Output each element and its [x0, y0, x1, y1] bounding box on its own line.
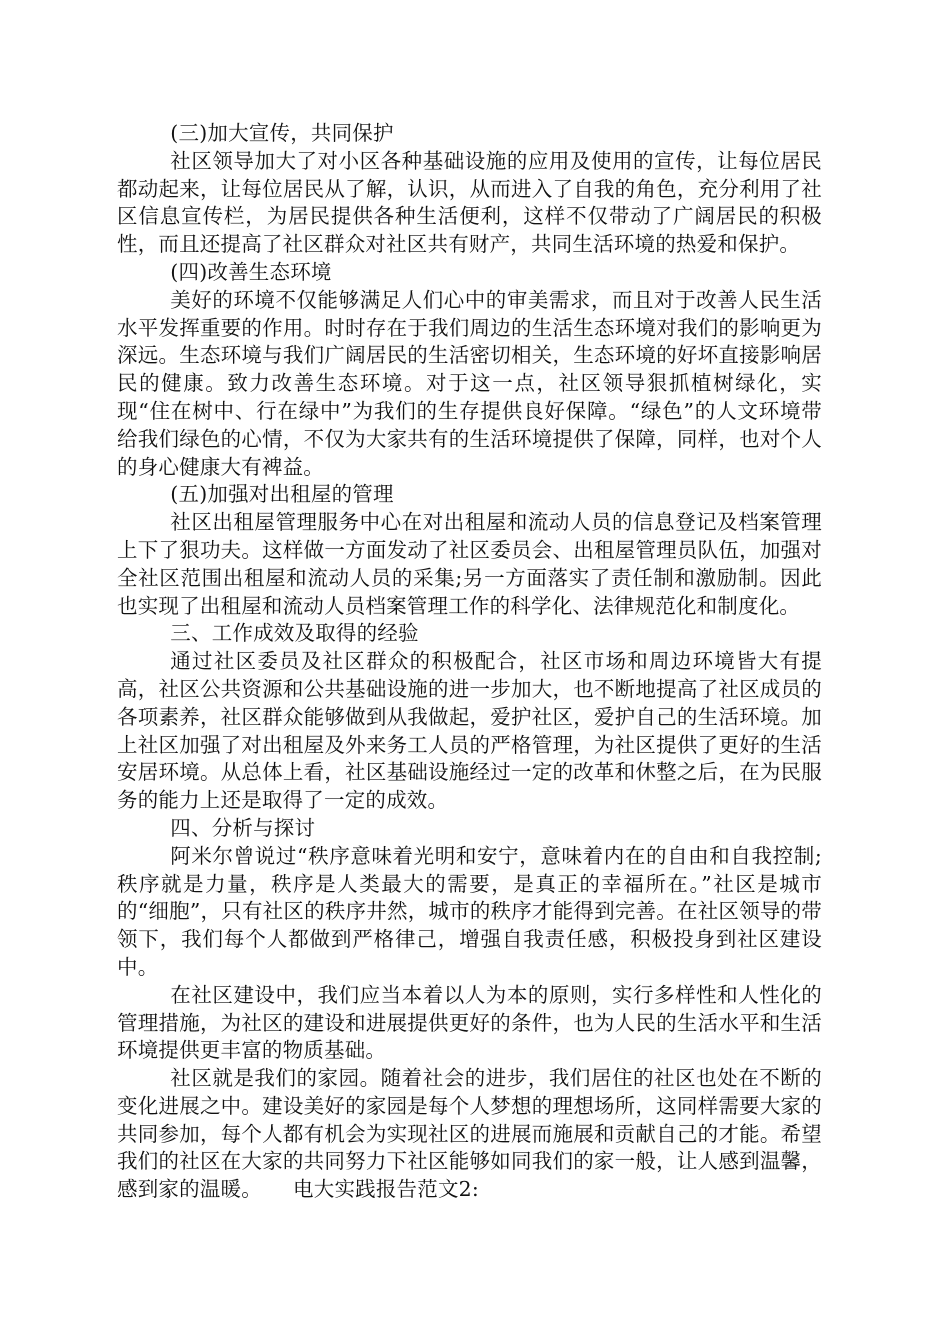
body-paragraph: 在社区建设中，我们应当本着以人为本的原则，实行多样性和人性化的管理措施，为社区的建设和进展提供更好的条件，也为人民的生活水平和生活环境提供更丰富的物质基础。	[117, 982, 822, 1063]
body-paragraph: 社区就是我们的家园。随着社会的进步，我们居住的社区也处在不断的变化进展之中。建设美好的家园是每个人梦想的理想场所，这同样需要大家的共同参加，每个人都有机会为实现社区的进展而施展和贡献自己的才能。希望我们的社区在大家的共同努力下社区能够如同我们的家一般，让人感到温馨，感到家的温暖。 电大实践报告范文2:	[117, 1066, 822, 1202]
section-heading: 三、工作成效及取得的经验	[170, 621, 419, 646]
body-paragraph: 通过社区委员及社区群众的积极配合，社区市场和周边环境皆大有提高，社区公共资源和公共基础设施的进一步加大，也不断地提高了社区成员的各项素养，社区群众能够做到从我做起，爱护社区，爱护自己的生活环境。加上社区加强了对出租屋及外来务工人员的严格管理，为社区提供了更好的生活安居环境。从总体上看，社区基础设施经过一定的改革和休整之后，在为民服务的能力上还是取得了一定的成效。	[117, 649, 822, 813]
section-heading: 四、分析与探讨	[170, 815, 316, 840]
body-paragraph: 社区领导加大了对小区各种基础设施的应用及使用的宣传，让每位居民都动起来，让每位居民从了解，认识，从而进入了自我的角色，充分利用了社区信息宣传栏，为居民提供各种生活便利，这样不仅带动了广阔居民的积极性，而且还提高了社区群众对社区共有财产，共同生活环境的热爱和保护。	[117, 148, 822, 257]
section-heading: (五)加强对出租屋的管理	[170, 482, 394, 507]
body-paragraph: 美好的环境不仅能够满足人们心中的审美需求，而且对于改善人民生活水平发挥重要的作用。时时存在于我们周边的生活生态环境对我们的影响更为深远。生态环境与我们广阔居民的生活密切相关，生态环境的好坏直接影响居民的健康。致力改善生态环境。对于这一点，社区领导狠抓植树绿化，实现“住在树中、行在绿中”为我们的生存提供良好保障。“绿色”的人文环境带给我们绿色的心情，不仅为大家共有的生活环境提供了保障，同样，也对个人的身心健康大有裨益。	[117, 287, 822, 479]
section-heading: (三)加大宣传，共同保护	[170, 121, 394, 145]
body-paragraph: 阿米尔曾说过“秩序意味着光明和安宁，意味着内在的自由和自我控制;秩序就是力量，秩序是人类最大的需要，是真正的幸福所在。”社区是城市的“细胞”，只有社区的秩序井然，城市的秩序才能得到完善。在社区领导的带领下，我们每个人都做到严格律己，增强自我责任感，积极投身到社区建设中。	[117, 843, 822, 979]
document-body	[117, 120, 822, 1204]
body-paragraph: 社区出租屋管理服务中心在对出租屋和流动人员的信息登记及档案管理上下了狠功夫。这样做一方面发动了社区委员会、出租屋管理员队伍，加强对全社区范围出租屋和流动人员的采集;另一方面落实了责任制和激励制。因此也实现了出租屋和流动人员档案管理工作的科学化、法律规范化和制度化。	[117, 510, 822, 618]
section-heading: (四)改善生态环境	[170, 259, 332, 284]
